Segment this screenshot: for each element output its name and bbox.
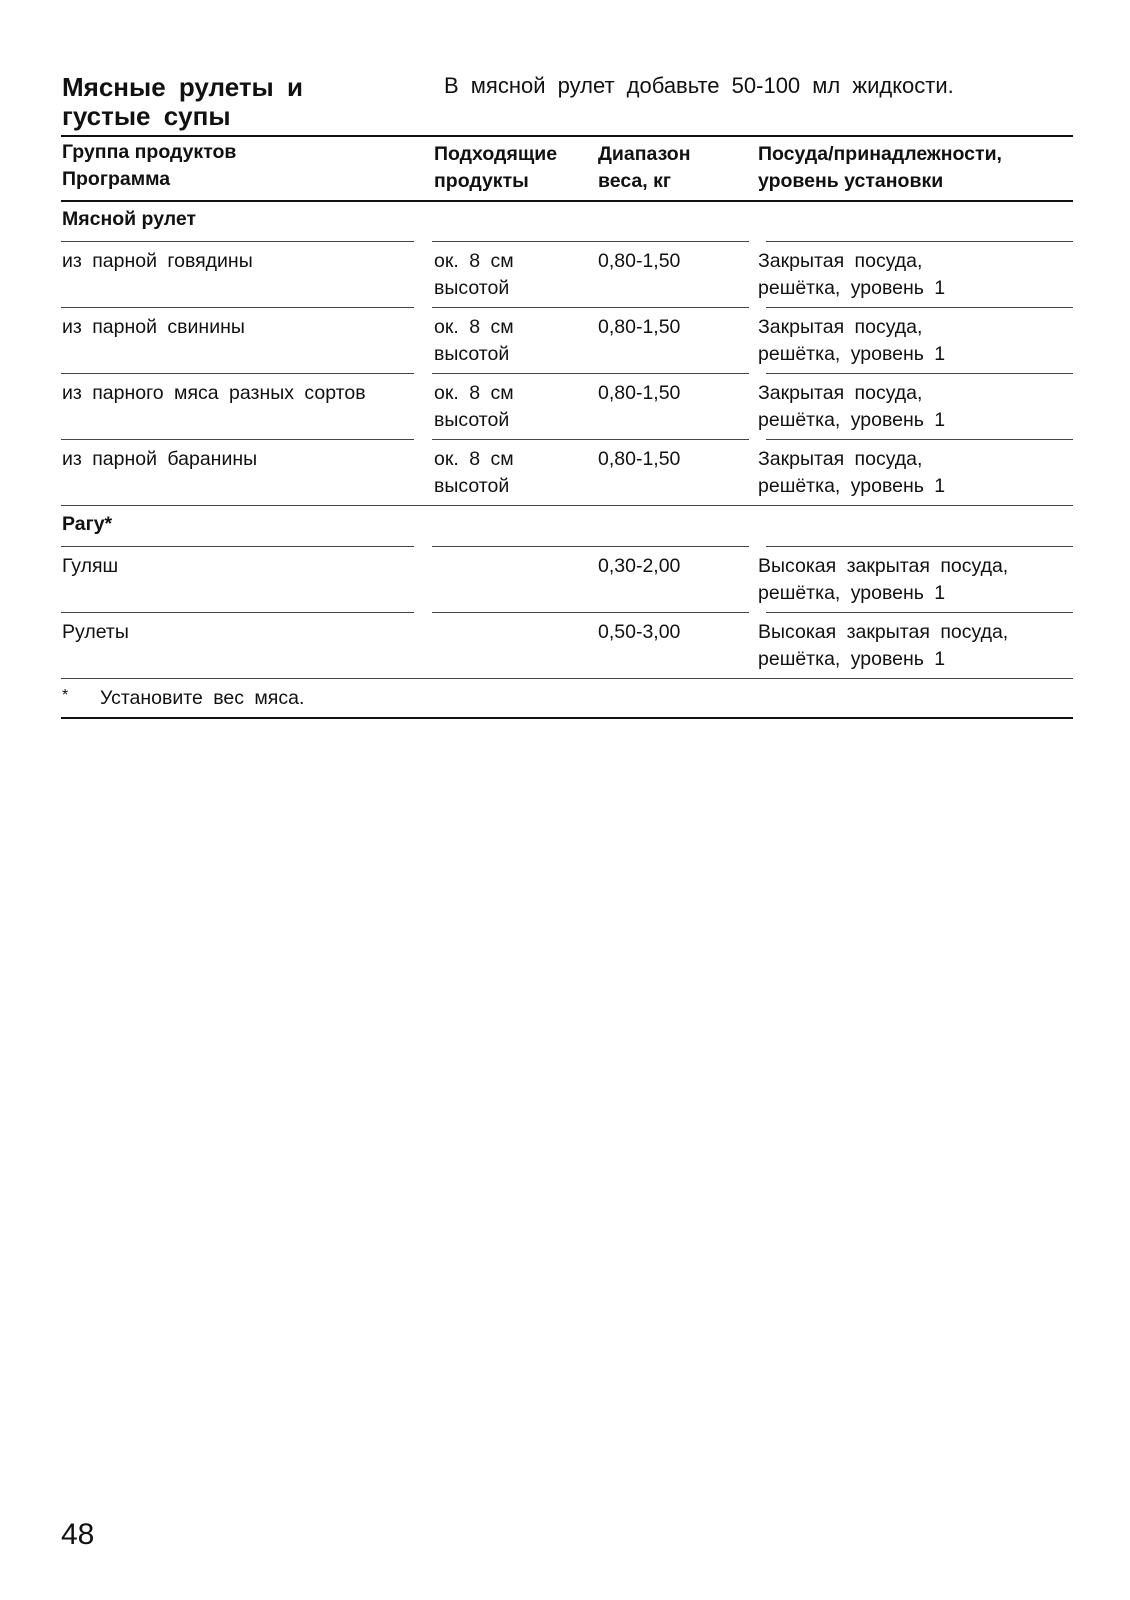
header-suitable: Подходящие продукты [434, 143, 558, 192]
cell-suitable: ок. 8 см высотой [434, 250, 514, 299]
header-dish: Посуда/принадлежности, уровень установки [758, 143, 1002, 192]
group-title: Рагу* [62, 513, 113, 535]
cell-dish: Закрытая посуда, решётка, уровень 1 [758, 250, 946, 299]
table-bottom-rule [61, 717, 1073, 719]
cell-product: из парного мяса разных сортов [62, 382, 366, 404]
footnote: Установите вес мяса. [100, 687, 305, 709]
section-title-line1: Мясные рулеты и [62, 72, 303, 102]
cell-product: из парной говядины [62, 250, 253, 272]
header-weight: Диапазон веса, кг [598, 143, 691, 192]
cell-weight: 0,80-1,50 [598, 382, 681, 404]
cell-dish: Закрытая посуда, решётка, уровень 1 [758, 382, 946, 431]
cell-product: из парной баранины [62, 448, 258, 470]
cell-weight: 0,80-1,50 [598, 316, 681, 338]
group-title: Мясной рулет [62, 208, 197, 230]
page-number: 48 [61, 1518, 95, 1551]
header-rule [61, 200, 1073, 202]
cell-weight: 0,80-1,50 [598, 448, 681, 470]
section-intro: В мясной рулет добавьте 50-100 мл жидкости. [444, 73, 954, 98]
cell-product: из парной свинины [62, 316, 245, 338]
cell-weight: 0,50-3,00 [598, 621, 681, 643]
cell-product: Рулеты [62, 621, 129, 643]
cell-suitable: ок. 8 см высотой [434, 448, 514, 497]
section-title [62, 73, 422, 131]
cell-dish: Закрытая посуда, решётка, уровень 1 [758, 316, 946, 365]
cell-suitable: ок. 8 см высотой [434, 382, 514, 431]
cell-weight: 0,30-2,00 [598, 555, 681, 577]
cell-dish: Высокая закрытая посуда, решётка, уровень 1 [758, 555, 1009, 604]
footnote-mark: * [62, 687, 69, 704]
cell-dish: Высокая закрытая посуда, решётка, уровень 1 [758, 621, 1009, 670]
cell-suitable: ок. 8 см высотой [434, 316, 514, 365]
cell-weight: 0,80-1,50 [598, 250, 681, 272]
table-top-rule [61, 135, 1073, 137]
cell-dish: Закрытая посуда, решётка, уровень 1 [758, 448, 946, 497]
cell-product: Гуляш [62, 555, 119, 577]
section-title-line2: густые супы [62, 101, 231, 131]
header-group: Группа продуктов Программа [62, 141, 237, 190]
